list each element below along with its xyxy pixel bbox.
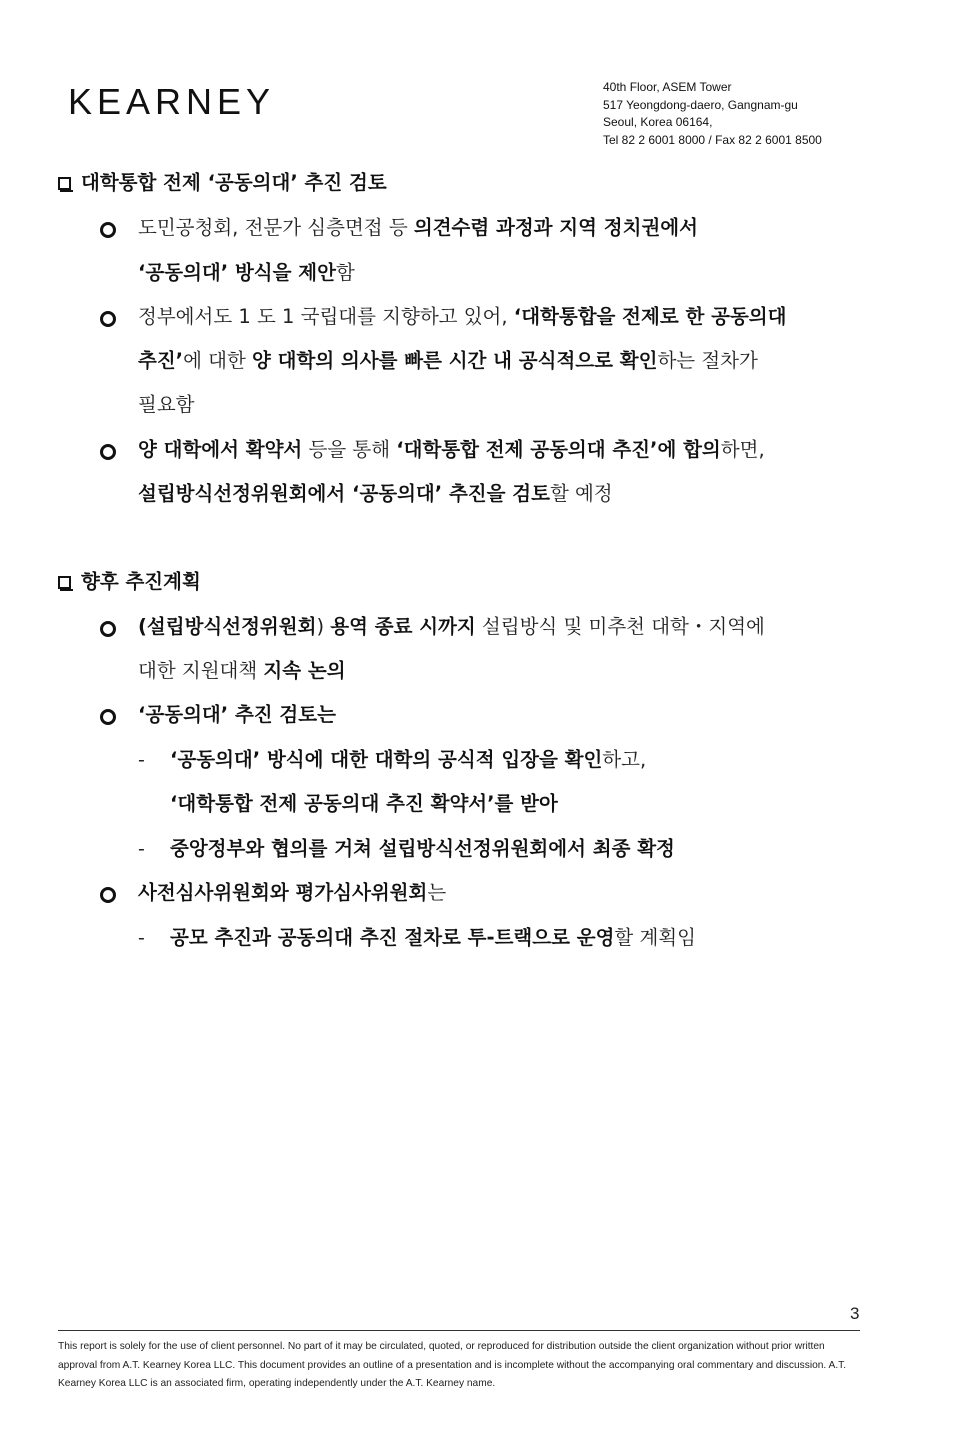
text-run: 하고, bbox=[602, 748, 647, 771]
text-run: 설립방식 및 미추천 대학・지역에 bbox=[475, 615, 765, 638]
section-title: 대학통합 전제 ‘공동의대’ 추진 검토 bbox=[81, 171, 387, 194]
paragraph-line bbox=[138, 303, 786, 331]
section-heading bbox=[58, 169, 387, 197]
paragraph-line bbox=[138, 480, 613, 508]
bold-text-run: 사전심사위원회와 평가심사위원회 bbox=[138, 881, 428, 904]
text-run: 하는 절차가 bbox=[657, 349, 758, 372]
bold-text-run: ‘공동의대’ 방식에 대한 대학의 공식적 입장을 확인 bbox=[170, 748, 603, 771]
address-line: Tel 82 2 6001 8000 / Fax 82 2 6001 8500 bbox=[603, 132, 822, 147]
text-run: ) bbox=[316, 615, 331, 638]
bold-text-run: 추진’ bbox=[138, 349, 184, 372]
text-run: 하면, bbox=[720, 438, 765, 461]
paragraph-line bbox=[138, 879, 446, 907]
office-address bbox=[603, 79, 822, 149]
circle-bullet-icon bbox=[100, 887, 116, 903]
paragraph-line bbox=[138, 613, 765, 641]
text-run: 필요함 bbox=[138, 393, 195, 416]
bold-text-run: 설립방식선정위원회에서 ‘공동의대’ 추진을 검토 bbox=[138, 482, 550, 505]
dash-bullet: - bbox=[138, 749, 145, 771]
section-title: 향후 추진계획 bbox=[81, 570, 201, 593]
address-line: 517 Yeongdong-daero, Gangnam-gu bbox=[603, 97, 798, 112]
bold-text-run: 용역 종료 시까지 bbox=[330, 615, 476, 638]
bold-text-run: ‘공동의대’ 방식을 제안 bbox=[138, 261, 336, 284]
checkbox-square-icon bbox=[58, 576, 71, 589]
text-run: 정부에서도 1 도 1 국립대를 지향하고 있어, bbox=[138, 305, 514, 328]
paragraph-line bbox=[138, 214, 698, 242]
paragraph-line bbox=[170, 835, 675, 863]
circle-bullet-icon bbox=[100, 709, 116, 725]
address-line: 40th Floor, ASEM Tower bbox=[603, 80, 732, 94]
text-run: 등을 통해 bbox=[302, 438, 397, 461]
section-heading bbox=[58, 568, 201, 596]
paragraph-line bbox=[138, 259, 355, 287]
bold-text-run: 양 대학에서 확약서 bbox=[138, 438, 303, 461]
bold-text-run: ‘대학통합을 전제로 한 공동의대 bbox=[513, 305, 787, 328]
text-run: 대한 지원대책 bbox=[138, 659, 264, 682]
bold-text-run: 공모 추진과 공동의대 추진 절차로 투-트랙으로 운영 bbox=[170, 926, 615, 949]
text-run: 는 bbox=[427, 881, 447, 904]
bold-text-run: ‘대학통합 전제 공동의대 추진 확약서’를 받아 bbox=[170, 792, 558, 815]
bold-text-run: 양 대학의 의사를 빠른 시간 내 공식적으로 확인 bbox=[252, 349, 658, 372]
bold-text-run: (설립방식선정위원회 bbox=[138, 615, 317, 638]
paragraph-line bbox=[138, 436, 765, 464]
circle-bullet-icon bbox=[100, 621, 116, 637]
bold-text-run: ‘공동의대’ 추진 검토는 bbox=[138, 703, 336, 726]
text-run: 할 계획임 bbox=[614, 926, 696, 949]
paragraph-line bbox=[138, 701, 336, 729]
page-number: 3 bbox=[850, 1304, 860, 1323]
paragraph-line bbox=[138, 657, 346, 685]
paragraph-line bbox=[138, 391, 195, 419]
checkbox-square-icon bbox=[58, 177, 71, 190]
kearney-logo: KEARNEY bbox=[68, 81, 276, 122]
text-run: 도민공청회, 전문가 심층면접 등 bbox=[138, 216, 414, 239]
footer-divider bbox=[58, 1330, 860, 1331]
circle-bullet-icon bbox=[100, 311, 116, 327]
paragraph-line bbox=[170, 790, 558, 818]
dash-bullet: - bbox=[138, 927, 145, 949]
address-line: Seoul, Korea 06164, bbox=[603, 115, 713, 129]
text-run: 함 bbox=[335, 261, 355, 284]
circle-bullet-icon bbox=[100, 444, 116, 460]
paragraph-line bbox=[138, 347, 758, 375]
circle-bullet-icon bbox=[100, 222, 116, 238]
bold-text-run: ‘대학통합 전제 공동의대 추진’에 합의 bbox=[396, 438, 721, 461]
paragraph-line bbox=[170, 924, 696, 952]
bold-text-run: 지속 논의 bbox=[263, 659, 346, 682]
text-run: 에 대한 bbox=[183, 349, 253, 372]
bold-text-run: 의견수렴 과정과 지역 정치권에서 bbox=[413, 216, 698, 239]
paragraph-line bbox=[170, 746, 646, 774]
dash-bullet: - bbox=[138, 838, 145, 860]
text-run: 할 예정 bbox=[549, 482, 613, 505]
bold-text-run: 중앙정부와 협의를 거쳐 설립방식선정위원회에서 최종 확정 bbox=[170, 837, 675, 860]
footer-disclaimer: This report is solely for the use of client personnel. No part of it may be circulated, quoted, or reproduced for distribution outside the client organization without prior written approval from A.T. Kearney Korea LLC. This document provides an outline of a presentation and is incomplete without the accompanying oral commentary and discussion. A.T. Kearney Korea LLC is an associated firm, operating independently under the A.T. Kearney name. bbox=[58, 1341, 847, 1389]
